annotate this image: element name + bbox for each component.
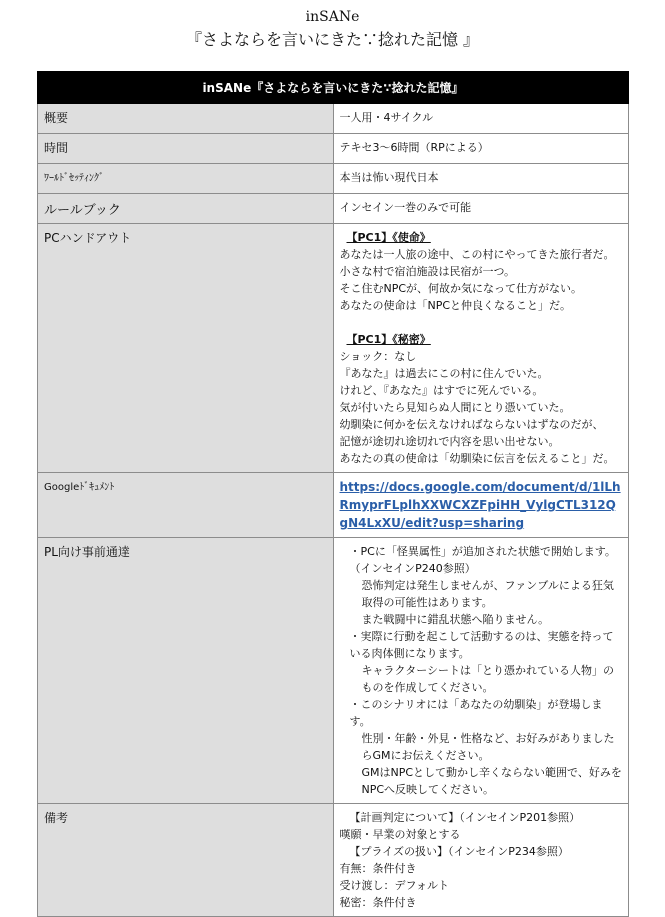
table-row-world xyxy=(38,164,629,194)
rulebook-label: ルールブック xyxy=(38,194,334,224)
table-row-rulebook xyxy=(38,194,629,224)
overview-label: 概要 xyxy=(38,104,334,134)
notice-line: キャラクターシートは「とり憑かれている人物」のものを作成してください。 xyxy=(361,664,615,694)
notice-line: また戦闘中に錯乱状態へ陥りません。 xyxy=(361,613,550,626)
notice-line: ・このシナリオには「あなたの幼馴染」が登場します。 xyxy=(349,698,603,728)
note-line: 嘆願・早業の対象とする xyxy=(339,828,461,841)
prior-notice-label: PL向け事前通達 xyxy=(38,538,334,804)
note-line: 【計画判定について】（インセインP201参照） xyxy=(349,811,581,824)
secret-line: 幼馴染に何かを伝えなければならないはずなのだが、 xyxy=(339,418,604,431)
notice-line: GMはNPCとして動かし辛くならない範囲で、好みをNPCへ反映してください。 xyxy=(361,766,622,796)
mission-line: そこ住むNPCが、何故か気になって仕方がない。 xyxy=(339,282,583,295)
page-header xyxy=(0,0,665,51)
overview-value: 一人用・4サイクル xyxy=(333,104,629,134)
mission-line: あなたは一人旅の途中、この村にやってきた旅行者だ。 xyxy=(339,248,615,261)
notice-line: ・実際に行動を起こして活動するのは、実態を持っている肉体側になります。 xyxy=(349,630,614,660)
mission-line: 小さな村で宿泊施設は民宿が一つ。 xyxy=(339,265,516,278)
gdoc-label: Googleﾄﾞｷｭﾒﾝﾄ xyxy=(38,473,334,538)
notes-value xyxy=(333,804,629,917)
table-row-prior-notice xyxy=(38,538,629,804)
secret-line: あなたの真の使命は「幼馴染に伝言を伝えること」だ。 xyxy=(339,452,615,465)
time-label: 時間 xyxy=(38,134,334,164)
secret-line: 記憶が途切れ途切れで内容を思い出せない。 xyxy=(339,435,560,448)
mission-line: あなたの使命は「NPCと仲良くなること」だ。 xyxy=(339,299,572,312)
google-doc-link[interactable]: https://docs.google.com/document/d/1lLhRmyprFLplhXXWCXZFpiHH_VylgCTL312QgN4LxXU/edit?usp=sharing xyxy=(339,480,621,530)
sheet-title: inSANe『さよならを言いにきた∵捻れた記憶』 xyxy=(38,72,629,104)
handout-value xyxy=(333,224,629,473)
table-row-time xyxy=(38,134,629,164)
notice-line: ・PCに「怪異属性」が追加された状態で開始します。（インセインP240参照） xyxy=(349,545,616,575)
note-line: 【プライズの扱い】（インセインP234参照） xyxy=(349,845,569,858)
gdoc-value xyxy=(333,473,629,538)
notice-line: 恐怖判定は発生しませんが、ファンブルによる狂気取得の可能性はあります。 xyxy=(361,579,614,609)
mission-heading: 【PC1】《使命》 xyxy=(346,231,431,244)
secret-line: ショック：なし xyxy=(339,350,417,363)
secret-line: 気が付いたら見知らぬ人間にとり憑いていた。 xyxy=(339,401,571,414)
scenario-sheet-table xyxy=(37,71,629,917)
table-row-gdoc xyxy=(38,473,629,538)
table-row-notes xyxy=(38,804,629,917)
scenario-title: 『さよならを言いにきた∵捻れた記憶 』 xyxy=(185,30,480,49)
world-setting-label: ﾜｰﾙﾄﾞｾｯﾃｨﾝｸﾞ xyxy=(38,164,334,194)
table-row-handout xyxy=(38,224,629,473)
note-line: 受け渡し：デフォルト xyxy=(339,879,449,892)
notice-line: 性別・年齢・外見・性格など、お好みがありましたらGMにお伝えください。 xyxy=(361,732,615,762)
note-line: 有無：条件付き xyxy=(339,862,417,875)
secret-heading: 【PC1】《秘密》 xyxy=(346,333,431,346)
note-line: 秘密：条件付き xyxy=(339,896,417,909)
time-value: テキセ3〜6時間（RPによる） xyxy=(333,134,629,164)
notes-label: 備考 xyxy=(38,804,334,917)
handout-label: PCハンドアウト xyxy=(38,224,334,473)
prior-notice-value xyxy=(333,538,629,804)
table-row-overview xyxy=(38,104,629,134)
spacer xyxy=(340,314,623,331)
world-setting-value: 本当は怖い現代日本 xyxy=(333,164,629,194)
rulebook-value: インセイン一巻のみで可能 xyxy=(333,194,629,224)
secret-line: 『あなた』は過去にこの村に住んでいた。 xyxy=(339,367,549,380)
system-title: inSANe xyxy=(305,9,360,25)
secret-line: けれど、『あなた』はすでに死んでいる。 xyxy=(339,384,544,397)
